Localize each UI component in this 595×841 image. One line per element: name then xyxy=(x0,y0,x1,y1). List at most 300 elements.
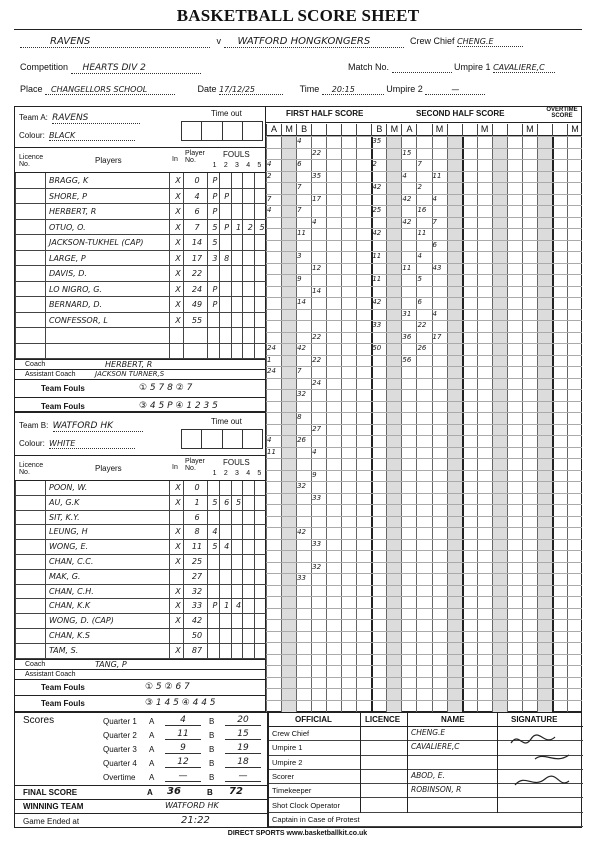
player-name-cell[interactable]: BERNARD, D. xyxy=(45,297,169,313)
team-a-fouls-2[interactable]: ③ 4 5 P ④ 1 2 3 5 xyxy=(139,401,218,411)
player-row[interactable] xyxy=(15,251,266,267)
foul-cell[interactable]: 5 xyxy=(254,220,266,236)
running-score-entry[interactable]: 32 xyxy=(297,390,307,398)
player-row[interactable] xyxy=(15,204,266,220)
player-no-cell[interactable]: 6 xyxy=(183,204,207,220)
foul-cell[interactable] xyxy=(219,313,231,329)
player-row[interactable] xyxy=(15,570,266,585)
in-cell[interactable]: X xyxy=(169,173,183,189)
quarter-a-score[interactable]: 4 xyxy=(165,715,201,726)
player-no-cell[interactable]: 42 xyxy=(183,614,207,629)
foul-cell[interactable]: 4 xyxy=(207,525,219,540)
running-score-entry[interactable]: 4 xyxy=(267,160,272,168)
player-row[interactable] xyxy=(15,189,266,205)
in-cell[interactable]: X xyxy=(169,313,183,329)
player-no-cell[interactable]: 17 xyxy=(183,251,207,267)
in-cell[interactable]: X xyxy=(169,496,183,511)
player-row[interactable] xyxy=(15,644,266,659)
licence-cell[interactable] xyxy=(15,511,45,526)
player-no-cell[interactable]: 6 xyxy=(183,511,207,526)
foul-cell[interactable] xyxy=(219,266,231,282)
foul-cell[interactable] xyxy=(254,266,266,282)
player-name-cell[interactable]: CHAN, K.K xyxy=(45,599,169,614)
foul-cell[interactable] xyxy=(219,511,231,526)
foul-cell[interactable] xyxy=(254,644,266,659)
foul-cell[interactable] xyxy=(219,525,231,540)
player-row[interactable] xyxy=(15,173,266,189)
quarter-a-score[interactable]: 9 xyxy=(165,743,201,754)
foul-cell[interactable] xyxy=(242,555,254,570)
player-name-cell[interactable]: WONG, E. xyxy=(45,540,169,555)
official-name[interactable]: CHENG.E xyxy=(411,728,446,737)
foul-cell[interactable] xyxy=(242,344,254,360)
licence-cell[interactable] xyxy=(15,297,45,313)
foul-cell[interactable] xyxy=(254,496,266,511)
foul-cell[interactable] xyxy=(219,173,231,189)
quarter-b-score[interactable]: 19 xyxy=(225,743,261,754)
player-no-cell[interactable]: 25 xyxy=(183,555,207,570)
time-field[interactable]: 20:15 xyxy=(322,85,384,95)
team-b-name-field[interactable]: WATFORD HONGKONGERS xyxy=(224,36,404,48)
in-cell[interactable]: X xyxy=(169,189,183,205)
foul-cell[interactable] xyxy=(254,614,266,629)
running-score-entry[interactable]: 7 xyxy=(297,183,302,191)
running-score-entry[interactable]: 22 xyxy=(312,355,322,364)
foul-cell[interactable] xyxy=(254,297,266,313)
foul-cell[interactable] xyxy=(231,189,243,205)
foul-cell[interactable] xyxy=(242,644,254,659)
running-score-entry[interactable]: 2 xyxy=(372,160,377,168)
running-score-entry[interactable]: 11 xyxy=(417,229,427,237)
foul-cell[interactable] xyxy=(231,555,243,570)
foul-cell[interactable] xyxy=(231,313,243,329)
foul-cell[interactable] xyxy=(242,496,254,511)
running-score-entry[interactable]: 26 xyxy=(297,436,307,444)
player-row[interactable] xyxy=(15,525,266,540)
player-row[interactable] xyxy=(15,599,266,614)
in-cell[interactable]: X xyxy=(169,585,183,600)
in-cell[interactable]: X xyxy=(169,614,183,629)
running-score-entry[interactable]: 4 xyxy=(432,194,437,203)
running-score-entry[interactable]: 5 xyxy=(417,275,422,283)
licence-cell[interactable] xyxy=(15,220,45,236)
foul-cell[interactable] xyxy=(254,599,266,614)
foul-cell[interactable] xyxy=(254,204,266,220)
running-score-entry[interactable]: 43 xyxy=(432,263,442,272)
licence-cell[interactable] xyxy=(15,173,45,189)
player-name-cell[interactable] xyxy=(45,344,169,360)
foul-cell[interactable]: 3 xyxy=(207,251,219,267)
foul-cell[interactable] xyxy=(231,344,243,360)
running-score-entry[interactable]: 7 xyxy=(297,367,302,375)
official-name[interactable]: CAVALIERE,C xyxy=(411,742,460,752)
team-a-coach-field[interactable]: HERBERT, R xyxy=(105,360,153,369)
foul-cell[interactable] xyxy=(242,585,254,600)
foul-cell[interactable]: 1 xyxy=(219,599,231,614)
player-row[interactable] xyxy=(15,496,266,511)
final-score-b[interactable]: 72 xyxy=(229,786,243,797)
foul-cell[interactable]: 5 xyxy=(207,220,219,236)
player-no-cell[interactable]: 55 xyxy=(183,313,207,329)
player-name-cell[interactable]: BRAGG, K xyxy=(45,173,169,189)
running-score-entry[interactable]: 4 xyxy=(267,206,272,214)
foul-cell[interactable] xyxy=(231,525,243,540)
foul-cell[interactable]: 2 xyxy=(242,220,254,236)
umpire2-field[interactable]: — xyxy=(425,85,485,95)
foul-cell[interactable] xyxy=(254,540,266,555)
in-cell[interactable]: X xyxy=(169,251,183,267)
winning-team-field[interactable]: WATFORD HK xyxy=(165,801,219,810)
foul-cell[interactable] xyxy=(219,344,231,360)
running-score-entry[interactable]: 11 xyxy=(432,171,442,180)
running-score-entry[interactable]: 24 xyxy=(312,378,322,387)
date-field[interactable]: 17/12/25 xyxy=(219,85,283,95)
foul-cell[interactable] xyxy=(242,235,254,251)
running-score-entry[interactable]: 17 xyxy=(312,194,322,203)
player-row[interactable] xyxy=(15,235,266,251)
foul-cell[interactable] xyxy=(207,614,219,629)
player-no-cell[interactable]: 14 xyxy=(183,235,207,251)
player-name-cell[interactable]: TAM, S. xyxy=(45,644,169,659)
running-score-grid[interactable] xyxy=(266,136,582,712)
foul-cell[interactable] xyxy=(242,511,254,526)
running-score-entry[interactable]: 15 xyxy=(402,148,412,157)
in-cell[interactable] xyxy=(169,629,183,644)
in-cell[interactable]: X xyxy=(169,220,183,236)
foul-cell[interactable] xyxy=(231,266,243,282)
running-score-entry[interactable]: 33 xyxy=(372,321,382,329)
foul-cell[interactable] xyxy=(219,614,231,629)
running-score-entry[interactable]: 42 xyxy=(372,183,382,191)
in-cell[interactable]: X xyxy=(169,555,183,570)
in-cell[interactable]: X xyxy=(169,481,183,496)
licence-cell[interactable] xyxy=(15,540,45,555)
running-score-entry[interactable]: 42 xyxy=(372,229,382,237)
player-no-cell[interactable]: 11 xyxy=(183,540,207,555)
licence-cell[interactable] xyxy=(15,496,45,511)
foul-cell[interactable] xyxy=(231,511,243,526)
foul-cell[interactable] xyxy=(207,344,219,360)
running-score-entry[interactable]: 24 xyxy=(267,367,276,375)
running-score-entry[interactable]: 2 xyxy=(267,171,272,180)
foul-cell[interactable]: 6 xyxy=(219,496,231,511)
quarter-b-score[interactable]: 20 xyxy=(225,715,261,726)
running-score-entry[interactable]: 11 xyxy=(372,252,382,260)
foul-cell[interactable] xyxy=(207,629,219,644)
running-score-entry[interactable]: 9 xyxy=(312,470,317,479)
in-cell[interactable] xyxy=(169,570,183,585)
running-score-entry[interactable]: 36 xyxy=(402,332,412,341)
foul-cell[interactable] xyxy=(242,297,254,313)
team-b-colour-field[interactable]: WHITE xyxy=(49,439,135,449)
foul-cell[interactable] xyxy=(254,570,266,585)
running-score-entry[interactable]: 50 xyxy=(372,344,382,352)
match-no-field[interactable] xyxy=(392,62,452,73)
running-score-entry[interactable]: 11 xyxy=(372,275,382,283)
foul-cell[interactable] xyxy=(219,644,231,659)
running-score-entry[interactable]: 4 xyxy=(312,447,317,456)
crew-chief-field[interactable]: CHENG.E xyxy=(457,37,523,47)
player-name-cell[interactable]: CONFESSOR, L xyxy=(45,313,169,329)
foul-cell[interactable] xyxy=(242,328,254,344)
foul-cell[interactable] xyxy=(207,328,219,344)
foul-cell[interactable] xyxy=(242,525,254,540)
foul-cell[interactable] xyxy=(231,297,243,313)
foul-cell[interactable] xyxy=(254,511,266,526)
quarter-a-score[interactable]: — xyxy=(165,771,201,782)
player-name-cell[interactable]: POON, W. xyxy=(45,481,169,496)
licence-cell[interactable] xyxy=(15,555,45,570)
foul-cell[interactable] xyxy=(231,282,243,298)
licence-cell[interactable] xyxy=(15,204,45,220)
in-cell[interactable]: X xyxy=(169,644,183,659)
foul-cell[interactable] xyxy=(254,235,266,251)
foul-cell[interactable]: 5 xyxy=(231,496,243,511)
foul-cell[interactable] xyxy=(242,282,254,298)
running-score-entry[interactable]: 32 xyxy=(312,562,322,571)
foul-cell[interactable] xyxy=(242,173,254,189)
foul-cell[interactable] xyxy=(242,570,254,585)
licence-cell[interactable] xyxy=(15,570,45,585)
foul-cell[interactable] xyxy=(207,481,219,496)
running-score-entry[interactable]: 8 xyxy=(297,413,302,421)
player-no-cell[interactable]: 22 xyxy=(183,266,207,282)
player-name-cell[interactable]: MAK, G. xyxy=(45,570,169,585)
player-name-cell[interactable]: HERBERT, R xyxy=(45,204,169,220)
foul-cell[interactable] xyxy=(254,189,266,205)
foul-cell[interactable]: P xyxy=(219,220,231,236)
in-cell[interactable] xyxy=(169,344,183,360)
team-a-field[interactable]: RAVENS xyxy=(52,113,140,124)
foul-cell[interactable] xyxy=(219,297,231,313)
running-score-entry[interactable]: 26 xyxy=(417,344,427,352)
player-row[interactable] xyxy=(15,481,266,496)
running-score-entry[interactable]: 35 xyxy=(312,171,322,180)
player-no-cell[interactable]: 50 xyxy=(183,629,207,644)
foul-cell[interactable]: P xyxy=(219,189,231,205)
running-score-entry[interactable]: 4 xyxy=(312,217,317,226)
licence-cell[interactable] xyxy=(15,585,45,600)
foul-cell[interactable] xyxy=(242,189,254,205)
foul-cell[interactable] xyxy=(219,328,231,344)
player-row[interactable] xyxy=(15,540,266,555)
foul-cell[interactable] xyxy=(242,251,254,267)
foul-cell[interactable]: P xyxy=(207,282,219,298)
player-no-cell[interactable] xyxy=(183,344,207,360)
foul-cell[interactable] xyxy=(207,511,219,526)
foul-cell[interactable] xyxy=(219,555,231,570)
foul-cell[interactable]: 8 xyxy=(219,251,231,267)
licence-cell[interactable] xyxy=(15,629,45,644)
player-row[interactable] xyxy=(15,297,266,313)
player-no-cell[interactable]: 4 xyxy=(183,189,207,205)
foul-cell[interactable] xyxy=(207,555,219,570)
team-a-timeout-boxes[interactable] xyxy=(181,121,263,141)
running-score-entry[interactable]: 33 xyxy=(312,493,322,502)
team-b-fouls-1[interactable]: ① 5 ② 6 7 xyxy=(145,682,190,692)
foul-cell[interactable] xyxy=(242,614,254,629)
foul-cell[interactable] xyxy=(231,585,243,600)
licence-cell[interactable] xyxy=(15,313,45,329)
player-no-cell[interactable]: 7 xyxy=(183,220,207,236)
foul-cell[interactable] xyxy=(242,313,254,329)
player-name-cell[interactable]: AU, G.K xyxy=(45,496,169,511)
running-score-entry[interactable]: 7 xyxy=(417,160,422,168)
running-score-entry[interactable]: 32 xyxy=(297,482,307,490)
foul-cell[interactable] xyxy=(254,251,266,267)
player-row[interactable] xyxy=(15,585,266,600)
licence-cell[interactable] xyxy=(15,189,45,205)
foul-cell[interactable] xyxy=(231,481,243,496)
running-score-entry[interactable]: 4 xyxy=(432,309,437,318)
player-row[interactable] xyxy=(15,629,266,644)
foul-cell[interactable]: 4 xyxy=(219,540,231,555)
running-score-entry[interactable]: 27 xyxy=(312,424,322,433)
foul-cell[interactable]: P xyxy=(207,599,219,614)
running-score-entry[interactable]: 31 xyxy=(402,309,412,318)
foul-cell[interactable]: P xyxy=(207,204,219,220)
final-score-a[interactable]: 36 xyxy=(167,786,181,797)
foul-cell[interactable]: 4 xyxy=(231,599,243,614)
running-score-entry[interactable]: 7 xyxy=(432,217,437,226)
player-no-cell[interactable]: 33 xyxy=(183,599,207,614)
foul-cell[interactable] xyxy=(254,629,266,644)
licence-cell[interactable] xyxy=(15,599,45,614)
player-name-cell[interactable]: OTUO, O. xyxy=(45,220,169,236)
player-row[interactable] xyxy=(15,220,266,236)
foul-cell[interactable] xyxy=(207,570,219,585)
foul-cell[interactable] xyxy=(207,313,219,329)
running-score-entry[interactable]: 4 xyxy=(267,436,272,444)
running-score-entry[interactable]: 22 xyxy=(312,332,322,341)
running-score-entry[interactable]: 6 xyxy=(417,298,422,306)
running-score-entry[interactable]: 6 xyxy=(297,160,302,168)
player-row[interactable] xyxy=(15,328,266,344)
foul-cell[interactable] xyxy=(231,235,243,251)
team-b-coach-field[interactable]: TANG, P xyxy=(95,660,127,669)
foul-cell[interactable] xyxy=(242,266,254,282)
player-no-cell[interactable]: 27 xyxy=(183,570,207,585)
foul-cell[interactable] xyxy=(219,204,231,220)
running-score-entry[interactable]: 33 xyxy=(312,539,322,548)
licence-cell[interactable] xyxy=(15,328,45,344)
foul-cell[interactable] xyxy=(242,204,254,220)
running-score-entry[interactable]: 42 xyxy=(402,217,412,226)
licence-cell[interactable] xyxy=(15,614,45,629)
running-score-entry[interactable]: 12 xyxy=(312,263,322,272)
running-score-entry[interactable]: 11 xyxy=(267,447,276,456)
running-score-entry[interactable]: 22 xyxy=(312,148,322,157)
quarter-b-score[interactable]: — xyxy=(225,771,261,782)
quarter-b-score[interactable]: 15 xyxy=(225,729,261,740)
foul-cell[interactable] xyxy=(207,585,219,600)
running-score-entry[interactable]: 4 xyxy=(402,171,407,180)
running-score-entry[interactable]: 14 xyxy=(312,286,322,295)
running-score-entry[interactable]: 42 xyxy=(297,344,307,352)
running-score-entry[interactable]: 4 xyxy=(297,137,302,145)
game-ended-field[interactable]: 21:22 xyxy=(181,815,210,826)
in-cell[interactable]: X xyxy=(169,297,183,313)
competition-field[interactable]: HEARTS DIV 2 xyxy=(71,63,201,74)
player-name-cell[interactable]: CHAN, K.S xyxy=(45,629,169,644)
foul-cell[interactable]: 5 xyxy=(207,496,219,511)
running-score-entry[interactable]: 42 xyxy=(402,194,412,203)
licence-cell[interactable] xyxy=(15,251,45,267)
quarter-b-score[interactable]: 18 xyxy=(225,757,261,768)
foul-cell[interactable] xyxy=(254,344,266,360)
in-cell[interactable]: X xyxy=(169,599,183,614)
player-row[interactable] xyxy=(15,282,266,298)
foul-cell[interactable] xyxy=(231,540,243,555)
foul-cell[interactable] xyxy=(242,599,254,614)
foul-cell[interactable] xyxy=(219,629,231,644)
foul-cell[interactable] xyxy=(242,540,254,555)
licence-cell[interactable] xyxy=(15,525,45,540)
foul-cell[interactable] xyxy=(254,555,266,570)
foul-cell[interactable]: P xyxy=(207,189,219,205)
foul-cell[interactable]: 5 xyxy=(207,235,219,251)
team-b-timeout-boxes[interactable] xyxy=(181,429,263,449)
in-cell[interactable]: X xyxy=(169,235,183,251)
player-no-cell[interactable]: 87 xyxy=(183,644,207,659)
player-row[interactable] xyxy=(15,266,266,282)
place-field[interactable]: CHANGELLORS SCHOOL xyxy=(45,85,175,95)
running-score-entry[interactable]: 9 xyxy=(297,275,302,283)
running-score-entry[interactable]: 4 xyxy=(417,252,422,260)
foul-cell[interactable] xyxy=(207,644,219,659)
foul-cell[interactable] xyxy=(254,173,266,189)
foul-cell[interactable] xyxy=(219,570,231,585)
foul-cell[interactable]: P xyxy=(207,173,219,189)
in-cell[interactable]: X xyxy=(169,204,183,220)
licence-cell[interactable] xyxy=(15,235,45,251)
player-row[interactable] xyxy=(15,614,266,629)
running-score-entry[interactable]: 1 xyxy=(267,355,272,364)
foul-cell[interactable] xyxy=(254,313,266,329)
foul-cell[interactable] xyxy=(231,570,243,585)
foul-cell[interactable] xyxy=(231,173,243,189)
running-score-entry[interactable]: 56 xyxy=(402,355,412,364)
foul-cell[interactable] xyxy=(242,629,254,644)
foul-cell[interactable] xyxy=(254,525,266,540)
foul-cell[interactable] xyxy=(207,266,219,282)
licence-cell[interactable] xyxy=(15,344,45,360)
player-name-cell[interactable]: LEUNG, H xyxy=(45,525,169,540)
foul-cell[interactable] xyxy=(231,251,243,267)
player-name-cell[interactable]: CHAN, C.C. xyxy=(45,555,169,570)
running-score-entry[interactable]: 42 xyxy=(372,298,382,306)
foul-cell[interactable] xyxy=(219,481,231,496)
running-score-entry[interactable]: 11 xyxy=(402,263,412,272)
official-name[interactable]: ABOD, E. xyxy=(411,770,445,780)
in-cell[interactable]: X xyxy=(169,540,183,555)
foul-cell[interactable] xyxy=(242,481,254,496)
running-score-entry[interactable]: 6 xyxy=(432,240,437,249)
foul-cell[interactable] xyxy=(254,585,266,600)
in-cell[interactable]: X xyxy=(169,525,183,540)
running-score-entry[interactable]: 7 xyxy=(267,194,272,203)
licence-cell[interactable] xyxy=(15,282,45,298)
running-score-entry[interactable]: 22 xyxy=(417,321,427,329)
player-name-cell[interactable]: LO NIGRO, G. xyxy=(45,282,169,298)
running-score-entry[interactable]: 14 xyxy=(297,298,307,306)
foul-cell[interactable] xyxy=(231,644,243,659)
licence-cell[interactable] xyxy=(15,481,45,496)
team-b-field[interactable]: WATFORD HK xyxy=(53,421,143,432)
quarter-a-score[interactable]: 11 xyxy=(165,729,201,740)
team-a-colour-field[interactable]: BLACK xyxy=(49,131,135,141)
player-name-cell[interactable]: JACKSON-TUKHEL (CAP) xyxy=(45,235,169,251)
